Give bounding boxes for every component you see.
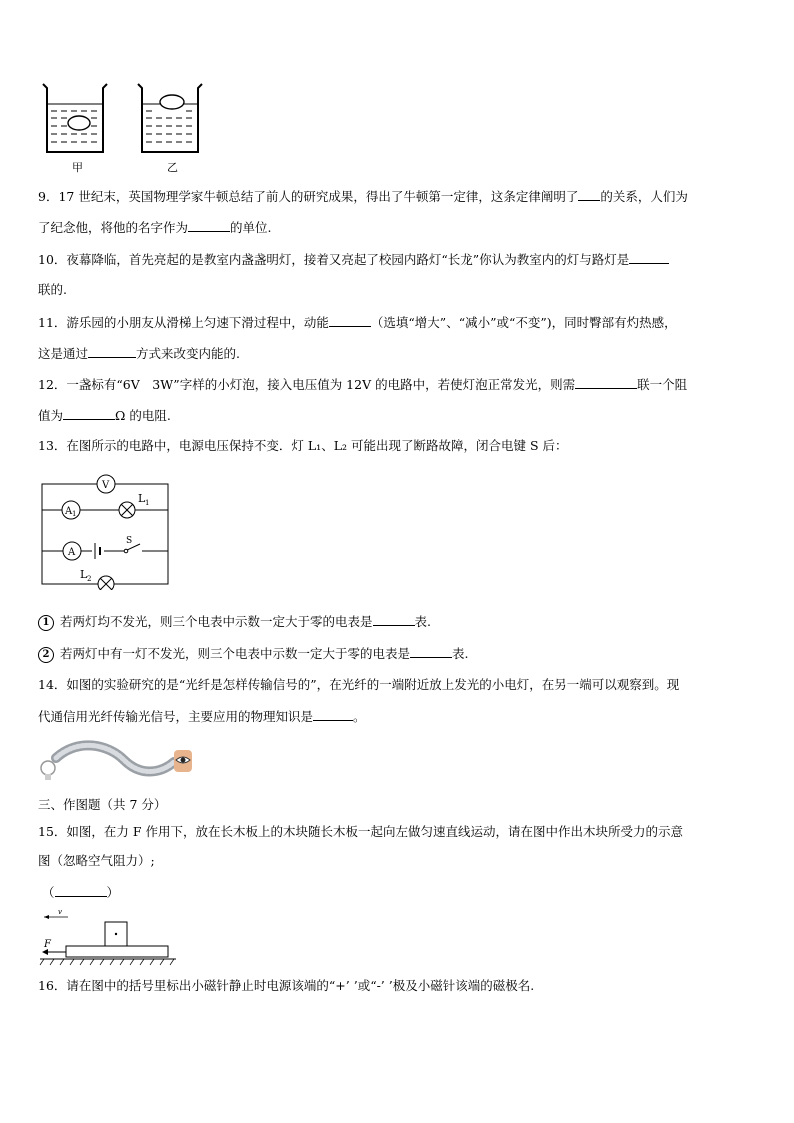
light-bulb-icon [41, 761, 55, 780]
ammeter-a-label: A [68, 547, 76, 558]
q10-line2: 联的. [38, 282, 67, 297]
lamp-l1-label: L [138, 492, 146, 505]
q14-blank[interactable] [313, 708, 353, 721]
q16-line1: 16．请在图中的括号里标出小磁针静止时电源该端的“+’ ’或“-’ ’极及小磁针该端的磁极名. [38, 978, 535, 993]
lamp-l1-sub: 1 [145, 499, 150, 507]
q9-blank2[interactable] [188, 219, 230, 232]
lamp-l2-sub: 2 [87, 575, 92, 583]
q14-line1: 14．如图的实验研究的是“光纤是怎样传输信号的”，在光纤的一端附近放上发光的小电灯，在另一端可以观察到。现 [38, 677, 680, 692]
beaker-left [43, 84, 107, 174]
q14-line2: 代通信用光纤传输光信号，主要应用的物理知识是 。 [38, 709, 366, 724]
q11-line1: 11．游乐园的小朋友从滑梯上匀速下滑过程中，动能 （选填“增大”、“减小”或“不变”)，同时臀部有灼热感， [38, 315, 677, 330]
ammeter-a1-sub: 1 [72, 510, 77, 518]
velocity-label: v [58, 908, 62, 916]
q13-circuit-diagram [40, 472, 172, 590]
q15-block-figure [38, 905, 178, 967]
q13-sub2: 2 若两灯中有一灯不发光，则三个电表中示数一定大于零的电表是 表. [38, 645, 469, 663]
ammeter-a1-label: A [65, 506, 73, 517]
q11-blank2[interactable] [88, 345, 136, 358]
beakers-figure [38, 80, 208, 175]
circled-number-1: 1 [38, 615, 54, 631]
fiber-optic-figure [38, 738, 194, 784]
q15-line1: 15．如图，在力 F 作用下，放在长木板上的木块随长木板一起向左做匀速直线运动，请在图中作出木块所受力的示意 [38, 824, 684, 839]
q10-line1: 10．夜幕降临，首先亮起的是教室内盏盏明灯，接着又亮起了校园内路灯“长龙”你认为教室内的灯与路灯是 [38, 251, 669, 268]
force-label: F [44, 939, 51, 950]
q9-blank1[interactable] [578, 188, 600, 201]
switch-s-label: S [126, 536, 133, 546]
q13-blank2[interactable] [410, 645, 452, 658]
q15-answer-paren: （ ） [42, 885, 120, 900]
section-3-title: 三、作图题（共 7 分） [38, 797, 167, 812]
voltmeter-label: V [102, 480, 110, 491]
q12-line2: 值为 Ω 的电阻. [38, 408, 171, 423]
q12-blank2[interactable] [63, 407, 115, 420]
q11-blank1[interactable] [329, 314, 371, 327]
beaker-left-label: 甲 [72, 161, 83, 174]
eye-icon [174, 750, 192, 772]
q9-line2: 了纪念他，将他的名字作为 的单位. [38, 220, 272, 235]
q13-stem: 13．在图所示的电路中，电源电压保持不变．灯 L₁、L₂ 可能出现了断路故障，闭合电键 S 后： [38, 438, 568, 453]
q12-blank1[interactable] [575, 376, 637, 389]
lamp-l2-label: L [80, 568, 88, 581]
q15-line2: 图（忽略空气阻力）; [38, 853, 155, 868]
beaker-right [138, 84, 202, 174]
q11-line2: 这是通过 方式来改变内能的. [38, 346, 240, 361]
q12-line1: 12．一盏标有“6V 3W”字样的小灯泡，接入电压值为 12V 的电路中，若使灯泡正常发光，则需 联一个阻 [38, 377, 688, 392]
q13-blank1[interactable] [373, 613, 415, 626]
q13-sub1: 1 若两灯均不发光，则三个电表中示数一定大于零的电表是 表. [38, 613, 431, 631]
q10-blank[interactable] [629, 251, 669, 264]
q9-line1: 9．17 世纪末，英国物理学家牛顿总结了前人的研究成果，得出了牛顿第一定律，这条定律阐明了 的关系，人们为 [38, 189, 688, 204]
beaker-right-label: 乙 [167, 161, 178, 174]
circled-number-2: 2 [38, 647, 54, 663]
q15-blank[interactable] [55, 884, 107, 897]
